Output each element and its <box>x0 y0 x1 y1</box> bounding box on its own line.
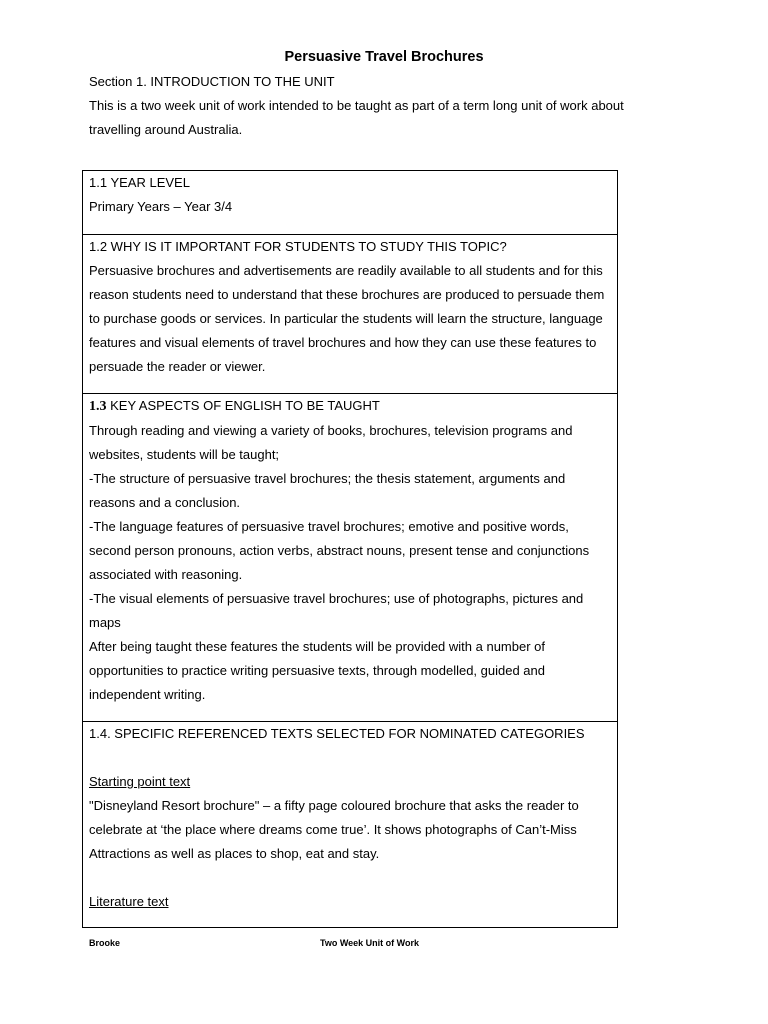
key-aspects-heading-text: KEY ASPECTS OF ENGLISH TO BE TAUGHT <box>106 398 380 413</box>
spacer <box>89 746 611 770</box>
key-aspects-line: -The visual elements of persuasive travel brochures; use of photographs, pictures and maps <box>89 591 584 630</box>
intro-paragraph: This is a two week unit of work intended to be taught as part of a term long unit of work about travelling around Australia. <box>89 98 624 137</box>
year-level-cell <box>83 171 617 235</box>
key-aspects-heading <box>89 394 611 419</box>
why-important-heading: 1.2 WHY IS IT IMPORTANT FOR STUDENTS TO STUDY THIS TOPIC? <box>89 239 507 254</box>
year-level-value: Primary Years – Year 3/4 <box>89 199 233 214</box>
starting-point-text: "Disneyland Resort brochure" – a fifty page coloured brochure that asks the reader to celebrate at ‘the place where dreams come true’. It shows photographs of Can’t-Miss Attractions as well as places to shop, eat and stay. <box>89 798 579 861</box>
key-aspects-line: -The structure of persuasive travel brochures; the thesis statement, arguments and reasons and a conclusion. <box>89 471 566 510</box>
key-aspects-line: -The language features of persuasive travel brochures; emotive and positive words, second person pronouns, action verbs, abstract nouns, present tense and conjunctions associated with reasoning. <box>89 519 590 582</box>
key-aspects-cell <box>83 394 617 722</box>
spacer <box>89 866 611 890</box>
why-important-text: Persuasive brochures and advertisements are readily available to all students and for this reason students need to understand that these brochures are produced to persuade them to purchase goods or services. In particular the students will learn the structure, language features and visual elements of travel brochures and how they can use these features to persuade the reader or viewer. <box>89 263 605 374</box>
why-important-cell <box>83 235 617 394</box>
year-level-heading: 1.1 YEAR LEVEL <box>89 175 190 190</box>
footer-author: Brooke <box>89 938 121 948</box>
section-heading: Section 1. INTRODUCTION TO THE UNIT <box>89 74 335 89</box>
footer-title: Two Week Unit of Work <box>320 938 420 948</box>
document-title: Persuasive Travel Brochures <box>284 49 484 65</box>
referenced-texts-cell <box>83 722 617 928</box>
literature-label: Literature text <box>89 894 169 909</box>
key-aspects-line: Through reading and viewing a variety of books, brochures, television programs and websites, students will be taught; <box>89 423 573 462</box>
key-aspects-number: 1.3 <box>89 399 107 414</box>
starting-point-label: Starting point text <box>89 774 191 789</box>
key-aspects-line: After being taught these features the students will be provided with a number of opportunities to practice writing persuasive texts, through modelled, guided and independent writing. <box>89 639 545 702</box>
referenced-texts-heading: 1.4. SPECIFIC REFERENCED TEXTS SELECTED FOR NOMINATED CATEGORIES <box>89 726 585 741</box>
unit-table <box>82 170 618 928</box>
